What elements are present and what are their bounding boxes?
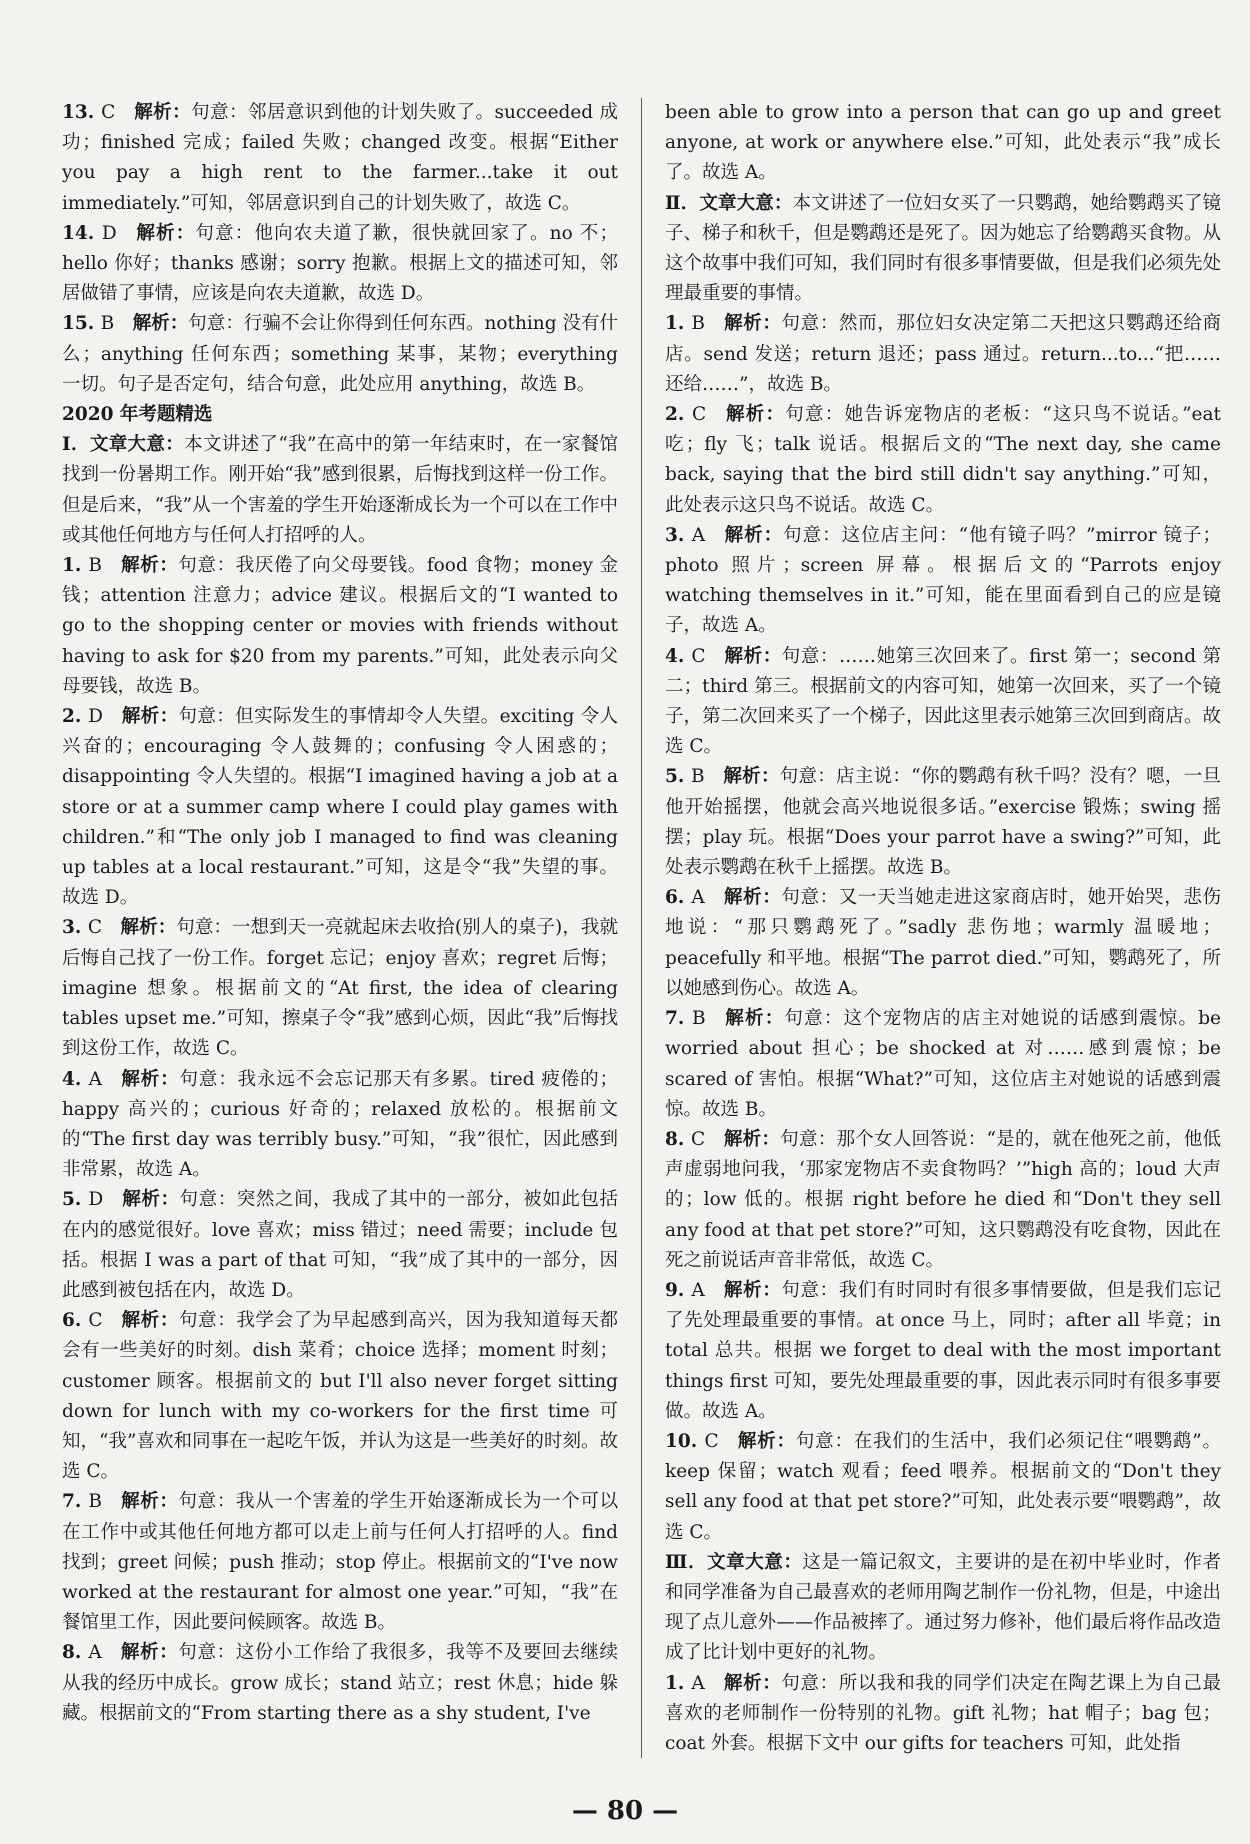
answer-item <box>665 642 1221 763</box>
analysis-label: 解析： <box>723 1128 781 1150</box>
item-explanation: 句意：行骗不会让你得到任何东西。nothing 没有什么；anything 任何东西；something 某事，某物；everything 一切。句子是否定句，结合句意，此处应用 anything，故选 B。 <box>62 313 618 395</box>
answer-item <box>62 913 618 1064</box>
answer-item <box>62 309 618 400</box>
item-number: 9. <box>665 1279 692 1301</box>
section-title: 2020 年考题精选 <box>62 404 213 426</box>
item-answer: A <box>88 1642 121 1664</box>
item-explanation: 句意：这位店主问：“他有镜子吗？”mirror 镜子；photo 照片；screen 屏幕。根据后文的“Parrots enjoy watching themselves in it.”可知，能在里面看到自己的应是镜子，故选 A。 <box>665 524 1221 637</box>
item-explanation: 句意：那个女人回答说：“是的，就在他死之前，他低声虚弱地问我，‘那家宠物店不卖食物吗？’”high 高的；loud 大声的；low 低的。根据 right before he died 和“Don't they sell any food at that pet store?”可知，这只鹦鹉没有吃食物，因此在死之前说话声音非常低，故选 C。 <box>665 1128 1221 1271</box>
item-number: 2. <box>62 706 89 728</box>
summary-paragraph <box>665 189 1221 310</box>
analysis-label: 解析： <box>121 1189 180 1211</box>
item-number: 1. <box>665 1672 692 1694</box>
analysis-label: 解析： <box>724 1008 785 1030</box>
item-number: 4. <box>665 645 692 667</box>
answer-item <box>62 1065 618 1186</box>
answer-item <box>62 551 618 702</box>
item-explanation: 句意：这份小工作给了我很多，我等不及要回去继续从我的经历中成长。grow 成长；stand 站立；rest 休息；hide 躲藏。根据前文的“From starting there as a shy student, I've <box>62 1642 618 1724</box>
item-explanation: 句意：这个宠物店的店主对她说的话感到震惊。be worried about 担心；be shocked at 对……感到震惊；be scared of 害怕。根据“What?”可知，这位店主对她说的话感到震惊。故选 B。 <box>665 1008 1221 1120</box>
item-answer: A <box>691 524 724 546</box>
analysis-label: 解析： <box>724 404 786 426</box>
item-answer: B <box>691 313 724 335</box>
analysis-label: 解析： <box>723 1279 782 1301</box>
answer-item <box>665 883 1221 1004</box>
answer-item <box>62 219 618 310</box>
item-answer: B <box>691 1008 725 1030</box>
item-number: 6. <box>62 1310 89 1332</box>
column-divider <box>641 98 642 1758</box>
analysis-label: 解析： <box>120 1491 179 1513</box>
item-answer: A <box>88 1068 121 1090</box>
analysis-label: 解析： <box>723 1672 782 1694</box>
answer-item <box>62 98 618 219</box>
item-explanation: 句意：但实际发生的事情却令人失望。exciting 令人兴奋的；encouraging 令人鼓舞的；confusing 令人困惑的；disappointing 令人失望的。根据“I imagined having a job at a store or at a summer camp where I could play games with children.”和“The only job I managed to find was cleaning up tables at a local restaurant.”可知，这是令“我”失望的事。故选 D。 <box>62 706 618 909</box>
right-column <box>665 98 1221 1759</box>
item-answer: B <box>691 766 724 788</box>
analysis-label: 解析： <box>723 313 782 335</box>
answer-item <box>665 1004 1221 1125</box>
item-number: 10. <box>665 1430 705 1452</box>
summary-paragraph <box>62 430 618 551</box>
summary-label: Ⅱ．文章大意： <box>665 192 793 214</box>
page-number: — 80 — <box>571 1796 679 1826</box>
item-answer: A <box>691 1279 724 1301</box>
analysis-label: 解析： <box>121 706 179 728</box>
item-number: 8. <box>665 1128 692 1150</box>
item-number: 7. <box>665 1008 692 1030</box>
answer-item <box>665 1669 1221 1760</box>
item-answer: D <box>88 1189 122 1211</box>
item-explanation: 句意：……她第三次回来了。first 第一；second 第二；third 第三。根据前文的内容可知，她第一次回来，买了一个镜子，第二次回来买了一个梯子，因此这里表示她第三次回到商店。故选 C。 <box>665 645 1221 758</box>
item-explanation: 句意：突然之间，我成了其中的一部分，被如此包括在内的感觉很好。love 喜欢；miss 错过；need 需要；include 包括。根据 I was a part of that 可知，“我”成了其中的一部分，因此感到被包括在内，故选 D。 <box>62 1189 618 1301</box>
item-explanation: 句意：所以我和我的同学们决定在陶艺课上为自己最喜欢的老师制作一份特别的礼物。gift 礼物；hat 帽子；bag 包；coat 外套。根据下文中 our gifts for teachers 可知，此处指 <box>665 1672 1221 1754</box>
analysis-label: 解析： <box>135 222 196 244</box>
analysis-label: 解析： <box>120 917 177 939</box>
summary-label: Ⅲ．文章大意： <box>665 1551 803 1573</box>
answer-item <box>665 400 1221 521</box>
item-explanation: 句意：邻居意识到他的计划失败了。succeeded 成功；finished 完成；failed 失败；changed 改变。根据“Either you pay a high rent to the farmer...take it out immediately.”可知，邻居意识到自己的计划失败了，故选 C。 <box>62 102 618 214</box>
item-answer: C <box>88 1310 122 1332</box>
answer-item <box>62 702 618 913</box>
item-number: 4. <box>62 1068 89 1090</box>
analysis-label: 解析： <box>120 1642 179 1664</box>
item-explanation: 句意：她告诉宠物店的老板：“这只鸟不说话。”eat 吃；fly 飞；talk 说话。根据后文的“The next day, she came back, saying that the bird still didn't say anything.”可知，此处表示这只鸟不说话。故选 C。 <box>665 404 1221 516</box>
item-explanation: 句意：我从一个害羞的学生开始逐渐成长为一个可以在工作中或其他任何地方都可以走上前与任何人打招呼的人。find 找到；greet 问候；push 推动；stop 停止。根据前文的“I've now worked at the restaurant for almost one year.”可知，“我”在餐馆里工作，因此要问候顾客。故选 B。 <box>62 1491 618 1634</box>
item-explanation: 句意：在我们的生活中，我们必须记住“喂鹦鹉”。keep 保留；watch 观看；feed 喂养。根据前文的“Don't they sell any food at that pet store?”可知，此处表示要“喂鹦鹉”，故选 C。 <box>665 1430 1221 1543</box>
item-explanation: 句意：我学会了为早起感到高兴，因为我知道每天都会有一些美好的时刻。dish 菜肴；choice 选择；moment 时刻；customer 顾客。根据前文的 but I'll also never forget sitting down for lunch with my co-workers for the first time 可知，“我”喜欢和同事在一起吃午饭，并认为这是一些美好的时刻。故选 C。 <box>62 1310 618 1483</box>
summary-label: Ⅰ．文章大意： <box>62 434 185 456</box>
analysis-label: 解析： <box>120 555 179 577</box>
analysis-label: 解析： <box>723 887 782 909</box>
answer-item <box>665 521 1221 642</box>
analysis-label: 解析： <box>121 1310 179 1332</box>
analysis-label: 解析： <box>120 1068 180 1090</box>
summary-text: 本文讲述了一位妇女买了一只鹦鹉，她给鹦鹉买了镜子、梯子和秋千，但是鹦鹉还是死了。因为她忘了给鹦鹉买食物。从这个故事中我们可知，我们同时有很多事情要做，但是我们必须先处理最重要的事情。 <box>665 192 1221 305</box>
item-answer: D <box>101 222 136 244</box>
item-answer: C <box>87 917 121 939</box>
item-number: 3. <box>62 917 88 939</box>
item-answer: C <box>691 645 724 667</box>
item-explanation: 句意：店主说：“你的鹦鹉有秋千吗？没有？嗯，一旦他开始摇摆，他就会高兴地说很多话。”exercise 锻炼；swing 摇摆；play 玩。根据“Does your parrot have a swing?”可知，此处表示鹦鹉在秋千上摇摆。故选 B。 <box>665 766 1221 879</box>
item-explanation: 句意：我厌倦了向父母要钱。food 食物；money 金钱；attention 注意力；advice 建议。根据后文的“I wanted to go to the shopping center or movies with friends without having to ask for $20 from my parents.”可知，此处表示向父母要钱，故选 B。 <box>62 555 618 697</box>
analysis-label: 解析： <box>723 766 780 788</box>
item-number: 1. <box>62 555 89 577</box>
analysis-label: 解析： <box>737 1430 796 1452</box>
answer-item <box>62 1487 618 1638</box>
item-number: 3. <box>665 524 692 546</box>
answer-item <box>62 1306 618 1487</box>
item-explanation: 句意：又一天当她走进这家商店时，她开始哭，悲伤地说：“那只鹦鹉死了。”sadly 悲伤地；warmly 温暖地；peacefully 和平地。根据“The parrot died.”可知，鹦鹉死了，所以她感到伤心。故选 A。 <box>665 887 1221 999</box>
item-explanation: 句意：我们有时同时有很多事情要做，但是我们忘记了先处理最重要的事情。at once 马上，同时；after all 毕竟；in total 总共。根据 we forget to deal with the most important things first 可知，要先处理最重要的事，因此表示同时有很多事要做。故选 A。 <box>665 1279 1221 1422</box>
item-number: 13. <box>62 102 102 123</box>
item-answer: A <box>691 1672 724 1694</box>
item-answer: C <box>704 1430 738 1452</box>
analysis-label: 解析： <box>133 102 192 123</box>
item-answer: B <box>88 1491 121 1513</box>
item-number: 6. <box>665 887 692 909</box>
item-explanation: 句意：我永远不会忘记那天有多累。tired 疲倦的；happy 高兴的；curious 好奇的；relaxed 放松的。根据前文的“The first day was terribly busy.”可知，“我”很忙，因此感到非常累，故选 A。 <box>62 1068 618 1181</box>
answer-item <box>665 309 1221 400</box>
answer-item <box>665 1276 1221 1427</box>
item-answer: C <box>692 404 725 426</box>
answer-item <box>665 1125 1221 1276</box>
answer-item <box>62 1185 618 1306</box>
item-number: 1. <box>665 313 692 335</box>
item-answer: C <box>101 102 134 123</box>
item-answer: C <box>691 1128 724 1150</box>
item-explanation: 句意：一想到天一亮就起床去收拾(别人的桌子)，我就后悔自己找了一份工作。forget 忘记；enjoy 喜欢；regret 后悔；imagine 想象。根据前文的“At first, the idea of clearing tables upset me.”可知，擦桌子令“我”感到心烦，因此“我”后悔找到这份工作，故选 C。 <box>62 917 618 1060</box>
analysis-label: 解析： <box>723 524 784 546</box>
item-number: 5. <box>62 1189 89 1211</box>
analysis-label: 解析： <box>723 645 782 667</box>
item-explanation: 句意：然而，那位妇女决定第二天把这只鹦鹉还给商店。send 发送；return 退还；pass 通过。return...to...“把……还给……”，故选 B。 <box>665 313 1221 395</box>
left-column <box>62 98 618 1729</box>
item-number: 5. <box>665 766 692 788</box>
item-number: 15. <box>62 313 101 335</box>
summary-text: 本文讲述了“我”在高中的第一年结束时，在一家餐馆找到一份暑期工作。刚开始“我”感到很累，后悔找到这样一份工作。但是后来，“我”从一个害羞的学生开始逐渐成长为一个可以在工作中或其他任何地方与任何人打招呼的人。 <box>62 434 619 546</box>
summary-text: 这是一篇记叙文，主要讲的是在初中毕业时，作者和同学准备为自己最喜欢的老师用陶艺制作一份礼物，但是，中途出现了点儿意外——作品被摔了。通过努力修补，他们最后将作品改造成了比计划中更好的礼物。 <box>665 1551 1221 1664</box>
item-answer: A <box>691 887 724 909</box>
continued-text: been able to grow into a person that can go up and greet anyone, at work or anywhere else.”可知，此处表示“我”成长了。故选 A。 <box>665 102 1221 184</box>
item-answer: B <box>88 555 121 577</box>
answer-item <box>665 762 1221 883</box>
answer-item <box>62 1638 618 1729</box>
item-number: 2. <box>665 404 693 426</box>
item-number: 8. <box>62 1642 89 1664</box>
item-number: 14. <box>62 222 102 244</box>
item-answer: B <box>100 313 133 335</box>
analysis-label: 解析： <box>132 313 189 335</box>
item-explanation: 句意：他向农夫道了歉，很快就回家了。no 不；hello 你好；thanks 感谢；sorry 抱歉。根据上文的描述可知，邻居做错了事情，应该是向农夫道歉，故选 D。 <box>62 222 618 305</box>
answer-item <box>665 1427 1221 1548</box>
item-number: 7. <box>62 1491 89 1513</box>
summary-paragraph <box>665 1548 1221 1669</box>
item-answer: D <box>88 706 122 728</box>
